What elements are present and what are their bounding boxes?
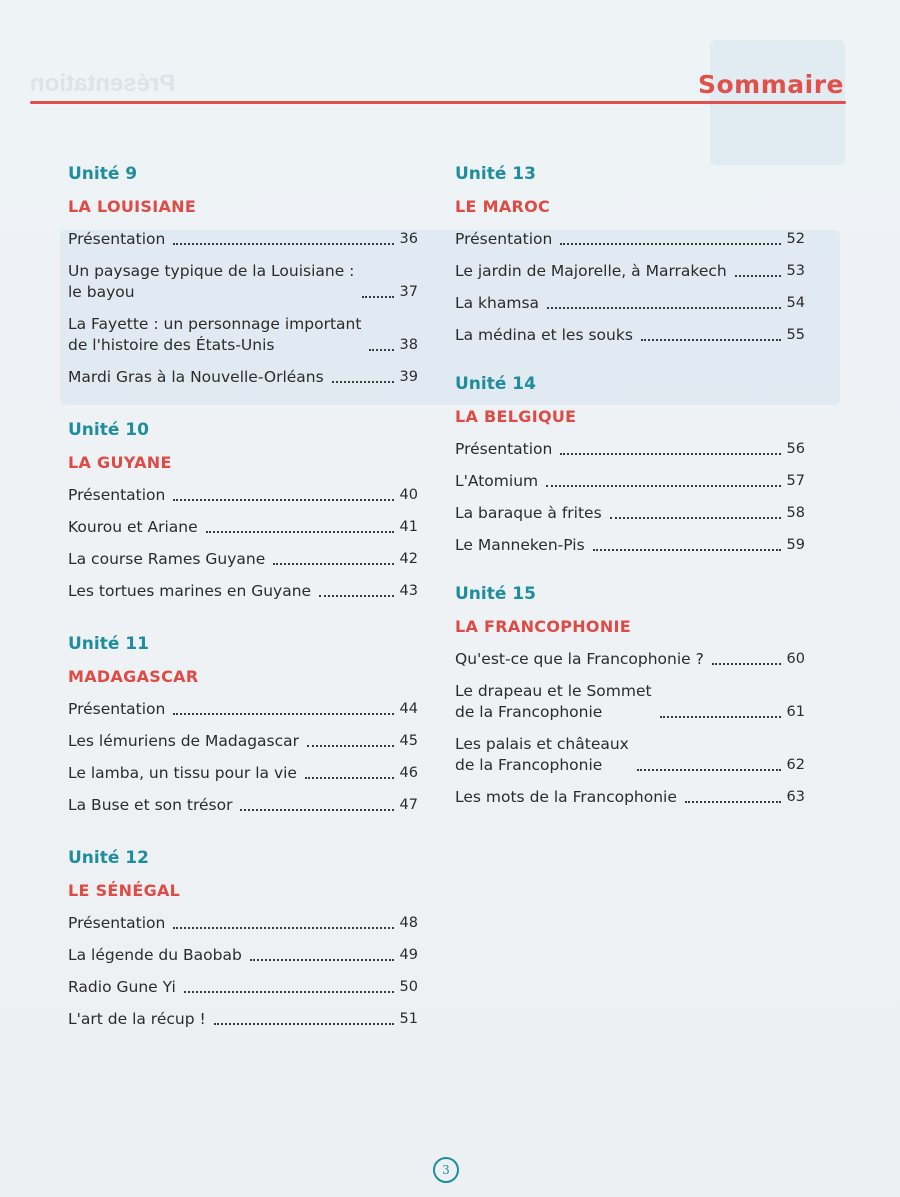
unit-number: Unité 13 xyxy=(455,164,536,184)
entry-title: Présentation xyxy=(68,914,166,932)
dot-leader xyxy=(610,516,781,519)
entry-title-line1: Un paysage typique de la Louisiane : xyxy=(68,262,355,280)
entry-page-number: 55 xyxy=(786,327,805,343)
entry-title xyxy=(68,261,354,303)
toc-entry[interactable] xyxy=(68,261,418,303)
dot-leader xyxy=(319,594,393,597)
entry-page-number: 49 xyxy=(399,947,418,963)
entry-title: La khamsa xyxy=(455,294,540,312)
toc-entry[interactable] xyxy=(455,325,805,346)
toc-entry[interactable] xyxy=(455,293,805,314)
entry-title-line1: La Fayette : un personnage important xyxy=(68,315,362,333)
entry-title: La Buse et son trésor xyxy=(68,796,233,814)
entry-title: Présentation xyxy=(68,700,166,718)
toc-entry[interactable] xyxy=(455,535,805,556)
toc-entry[interactable] xyxy=(68,314,418,356)
toc-column-left xyxy=(68,162,418,1030)
dot-leader xyxy=(173,242,393,245)
toc-entry[interactable] xyxy=(68,913,418,934)
unit-title: LE MAROC xyxy=(455,197,551,216)
toc-entry[interactable] xyxy=(68,731,418,752)
dot-leader xyxy=(369,348,393,351)
unit-title: LA GUYANE xyxy=(68,453,172,472)
entry-title: Le jardin de Majorelle, à Marrakech xyxy=(455,262,727,280)
toc-entry[interactable] xyxy=(455,787,805,808)
entry-title: Les mots de la Francophonie xyxy=(455,788,677,806)
dot-leader xyxy=(593,548,781,551)
unit-number: Unité 9 xyxy=(68,164,138,184)
entry-title: Présentation xyxy=(68,230,166,248)
entry-page-number: 59 xyxy=(786,537,805,553)
entry-page-number: 43 xyxy=(399,583,418,599)
entry-title: La légende du Baobab xyxy=(68,946,242,964)
unit-title: LA LOUISIANE xyxy=(68,197,197,216)
dot-leader xyxy=(641,338,781,341)
entry-page-number: 48 xyxy=(399,915,418,931)
entry-title: L'art de la récup ! xyxy=(68,1010,206,1028)
entry-title: Qu'est-ce que la Francophonie ? xyxy=(455,650,704,668)
dot-leader xyxy=(173,712,393,715)
dot-leader xyxy=(685,800,781,803)
entry-page-number: 46 xyxy=(399,765,418,781)
toc-entry[interactable] xyxy=(68,517,418,538)
entry-title-line2: de l'histoire des États-Unis xyxy=(68,336,275,354)
dot-leader xyxy=(362,295,393,298)
header-rule xyxy=(30,101,846,104)
entry-page-number: 60 xyxy=(786,651,805,667)
entry-title xyxy=(68,314,361,356)
toc-entry[interactable] xyxy=(68,367,418,388)
toc-entry[interactable] xyxy=(68,699,418,720)
page-header xyxy=(30,62,846,108)
dot-leader xyxy=(206,530,394,533)
toc-entry[interactable] xyxy=(68,229,418,250)
entry-title: Présentation xyxy=(455,440,553,458)
entry-page-number: 36 xyxy=(399,231,418,247)
page-title: Sommaire xyxy=(697,70,844,99)
dot-leader xyxy=(547,306,781,309)
dot-leader xyxy=(307,744,394,747)
toc-entry[interactable] xyxy=(68,581,418,602)
entry-page-number: 51 xyxy=(399,1011,418,1027)
dot-leader xyxy=(273,562,393,565)
entry-page-number: 47 xyxy=(399,797,418,813)
entry-page-number: 57 xyxy=(786,473,805,489)
toc-entry[interactable] xyxy=(68,1009,418,1030)
entry-title-line2: le bayou xyxy=(68,283,135,301)
dot-leader xyxy=(560,242,780,245)
entry-page-number: 37 xyxy=(399,284,418,300)
entry-title-line2: de la Francophonie xyxy=(455,756,603,774)
unit-title: LA BELGIQUE xyxy=(455,407,577,426)
toc-unit xyxy=(455,582,805,808)
entry-page-number: 52 xyxy=(786,231,805,247)
toc-entry[interactable] xyxy=(68,945,418,966)
unit-number: Unité 11 xyxy=(68,634,149,654)
entry-title xyxy=(455,734,629,776)
entry-page-number: 39 xyxy=(399,369,418,385)
dot-leader xyxy=(173,498,393,501)
entry-page-number: 53 xyxy=(786,263,805,279)
entry-page-number: 56 xyxy=(786,441,805,457)
entry-page-number: 58 xyxy=(786,505,805,521)
entry-title: Mardi Gras à la Nouvelle-Orléans xyxy=(68,368,324,386)
entry-title: La course Rames Guyane xyxy=(68,550,266,568)
unit-title: LE SÉNÉGAL xyxy=(68,881,181,900)
toc-unit xyxy=(455,372,805,556)
toc-entry[interactable] xyxy=(68,795,418,816)
dot-leader xyxy=(305,776,394,779)
entry-page-number: 38 xyxy=(399,337,418,353)
toc-entry[interactable] xyxy=(68,485,418,506)
dot-leader xyxy=(735,274,781,277)
entry-title: La médina et les souks xyxy=(455,326,633,344)
dot-leader xyxy=(560,452,780,455)
unit-title: MADAGASCAR xyxy=(68,667,199,686)
unit-number: Unité 10 xyxy=(68,420,149,440)
entry-page-number: 62 xyxy=(786,757,805,773)
entry-title: Kourou et Ariane xyxy=(68,518,198,536)
toc-entry[interactable] xyxy=(68,763,418,784)
dot-leader xyxy=(184,990,394,993)
dot-leader xyxy=(332,380,394,383)
toc-unit xyxy=(68,162,418,388)
entry-title: Présentation xyxy=(455,230,553,248)
dot-leader xyxy=(250,958,394,961)
dot-leader xyxy=(712,662,781,665)
toc-entry[interactable] xyxy=(455,734,805,776)
dot-leader xyxy=(173,926,393,929)
entry-title: Le lamba, un tissu pour la vie xyxy=(68,764,297,782)
entry-page-number: 45 xyxy=(399,733,418,749)
unit-number: Unité 12 xyxy=(68,848,149,868)
entry-title: Radio Gune Yi xyxy=(68,978,176,996)
entry-page-number: 41 xyxy=(399,519,418,535)
entry-page-number: 42 xyxy=(399,551,418,567)
entry-page-number: 44 xyxy=(399,701,418,717)
toc-entry[interactable] xyxy=(68,977,418,998)
toc-entry[interactable] xyxy=(455,439,805,460)
toc-unit xyxy=(68,632,418,816)
dot-leader xyxy=(546,484,780,487)
entry-page-number: 40 xyxy=(399,487,418,503)
entry-title-line2: de la Francophonie xyxy=(455,703,603,721)
toc-unit xyxy=(68,418,418,602)
dot-leader xyxy=(637,768,781,771)
toc-column-right xyxy=(455,162,805,808)
entry-title: Les lémuriens de Madagascar xyxy=(68,732,300,750)
toc-entry[interactable] xyxy=(68,549,418,570)
entry-title-line1: Le drapeau et le Sommet xyxy=(455,682,652,700)
entry-page-number: 54 xyxy=(786,295,805,311)
toc-entry[interactable] xyxy=(455,681,805,723)
unit-number: Unité 14 xyxy=(455,374,536,394)
toc-entry[interactable] xyxy=(455,471,805,492)
toc-unit xyxy=(455,162,805,346)
entry-page-number: 61 xyxy=(786,704,805,720)
entry-title: Présentation xyxy=(68,486,166,504)
page-number-badge: 3 xyxy=(433,1157,459,1183)
toc-entry[interactable] xyxy=(455,261,805,282)
dot-leader xyxy=(214,1022,394,1025)
entry-title: Le Manneken-Pis xyxy=(455,536,585,554)
toc-entry[interactable] xyxy=(455,229,805,250)
entry-title: La baraque à frites xyxy=(455,504,602,522)
entry-page-number: 63 xyxy=(786,789,805,805)
entry-title xyxy=(455,681,652,723)
toc-entry[interactable] xyxy=(455,503,805,524)
unit-number: Unité 15 xyxy=(455,584,536,604)
entry-title: Les tortues marines en Guyane xyxy=(68,582,312,600)
dot-leader xyxy=(660,715,781,718)
dot-leader xyxy=(240,808,393,811)
bleed-through-text: Présentation xyxy=(30,70,176,97)
toc-entry[interactable] xyxy=(455,649,805,670)
entry-title-line1: Les palais et châteaux xyxy=(455,735,629,753)
entry-page-number: 50 xyxy=(399,979,418,995)
entry-title: L'Atomium xyxy=(455,472,539,490)
toc-unit xyxy=(68,846,418,1030)
unit-title: LA FRANCOPHONIE xyxy=(455,617,632,636)
